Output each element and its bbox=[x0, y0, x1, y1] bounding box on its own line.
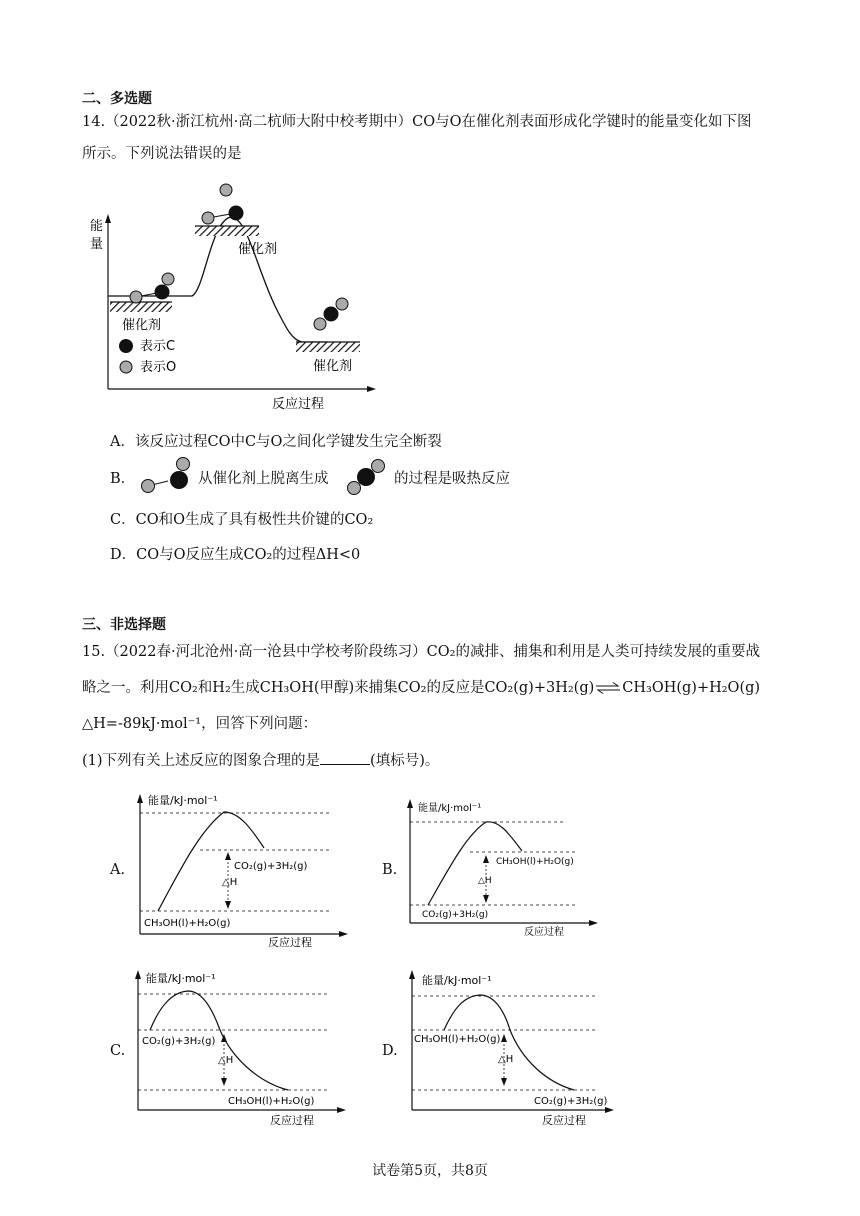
carbon-atom bbox=[324, 307, 339, 322]
co2-on-catalyst-icon bbox=[138, 456, 198, 496]
y-axis-label: 量 bbox=[90, 237, 104, 252]
legend-label: 表示O bbox=[140, 360, 177, 375]
graph-option-label: D. bbox=[382, 1043, 398, 1059]
option-b-mid: 从催化剂上脱离生成 bbox=[198, 471, 329, 487]
oxygen-atom bbox=[220, 184, 232, 196]
section-title: 二、多选题 bbox=[82, 91, 152, 107]
option-c: C．CO和O生成了具有极性共价键的CO₂ bbox=[110, 512, 374, 528]
question-15-text-2: 略之一。利用CO₂和H₂生成CH₃OH(甲醇)来捕集CO₂的反应是CO₂(g)+3H₂(g) CH₃OH(g)+H₂O(g) bbox=[82, 680, 761, 696]
legend-carbon-icon bbox=[119, 339, 133, 353]
section-title: 三、非选择题 bbox=[82, 617, 166, 633]
graph-c bbox=[128, 966, 358, 1131]
legend-label: 表示C bbox=[140, 339, 176, 354]
option-a: A．该反应过程CO中C与O之间化学键发生完全断裂 bbox=[110, 434, 442, 450]
question-14-text: 14.（2022秋·浙江杭州·高二杭师大附中校考期中）CO与O在催化剂表面形成化学键时的能量变化如下图 bbox=[82, 114, 752, 130]
catalyst-surface bbox=[195, 226, 259, 236]
svg-text:CO₂(g)+3H₂(g): CO₂(g)+3H₂(g) bbox=[534, 1096, 608, 1107]
graph-option-label: C. bbox=[110, 1043, 126, 1059]
catalyst-label: 催化剂 bbox=[313, 359, 353, 374]
svg-text:反应过程: 反应过程 bbox=[268, 936, 312, 949]
equilibrium-arrow-icon bbox=[594, 682, 622, 694]
answer-blank bbox=[320, 750, 370, 765]
carbon-atom bbox=[229, 206, 244, 221]
legend-oxygen-icon bbox=[120, 361, 132, 373]
svg-text:能量/kJ·mol⁻¹: 能量/kJ·mol⁻¹ bbox=[146, 972, 216, 985]
svg-text:△H: △H bbox=[218, 1055, 234, 1066]
svg-text:反应过程: 反应过程 bbox=[542, 1114, 586, 1127]
catalyst-surface bbox=[110, 302, 172, 312]
graph-option-label: A. bbox=[110, 862, 126, 878]
option-b-end: 的过程是吸热反应 bbox=[394, 471, 510, 487]
svg-text:△H: △H bbox=[498, 1054, 514, 1065]
svg-text:CH₃OH(l)+H₂O(g): CH₃OH(l)+H₂O(g) bbox=[144, 918, 231, 929]
svg-text:CH₃OH(l)+H₂O(g): CH₃OH(l)+H₂O(g) bbox=[228, 1096, 315, 1107]
oxygen-atom bbox=[336, 298, 348, 310]
question-15-text: 15.（2022春·河北沧州·高一沧县中学校考阶段练习）CO₂的减排、捕集和利用是人类可持续发展的重要战 bbox=[82, 644, 760, 660]
graph-d bbox=[402, 966, 624, 1131]
svg-text:能量/kJ·mol⁻¹: 能量/kJ·mol⁻¹ bbox=[418, 803, 482, 814]
graph-option-label: B. bbox=[382, 862, 398, 878]
svg-text:CO₂(g)+3H₂(g): CO₂(g)+3H₂(g) bbox=[422, 910, 489, 920]
page-footer: 试卷第5页，共8页 bbox=[372, 1163, 488, 1179]
co2-molecule-icon bbox=[342, 458, 392, 498]
question-15-text-3: △H=-89kJ·mol⁻¹，回答下列问题： bbox=[82, 716, 318, 732]
question-15-sub-1: (1)下列有关上述反应的图象合理的是 (填标号)。 bbox=[82, 750, 439, 771]
option-d: D．CO与O反应生成CO₂的过程ΔH<0 bbox=[110, 547, 361, 563]
option-b-prefix: B． bbox=[110, 471, 136, 487]
oxygen-atom bbox=[202, 212, 214, 224]
energy-diagram-figure bbox=[80, 178, 380, 418]
oxygen-atom bbox=[162, 273, 174, 285]
svg-text:△H: △H bbox=[478, 876, 492, 886]
svg-text:能量/kJ·mol⁻¹: 能量/kJ·mol⁻¹ bbox=[422, 974, 492, 987]
carbon-atom bbox=[155, 285, 170, 300]
question-14-text-2: 所示。下列说法错误的是 bbox=[82, 146, 242, 162]
svg-text:△H: △H bbox=[222, 877, 238, 888]
catalyst-label: 催化剂 bbox=[238, 242, 278, 257]
y-axis-label: 能 bbox=[90, 219, 104, 234]
oxygen-atom bbox=[314, 318, 326, 330]
catalyst-surface bbox=[296, 342, 360, 352]
x-axis-label: 反应过程 bbox=[272, 397, 325, 412]
graph-a bbox=[130, 790, 360, 950]
oxygen-atom bbox=[130, 291, 142, 303]
svg-text:反应过程: 反应过程 bbox=[524, 927, 564, 938]
svg-text:能量/kJ·mol⁻¹: 能量/kJ·mol⁻¹ bbox=[148, 794, 218, 807]
catalyst-label: 催化剂 bbox=[122, 318, 162, 333]
svg-text:CO₂(g)+3H₂(g): CO₂(g)+3H₂(g) bbox=[142, 1036, 216, 1047]
svg-text:CO₂(g)+3H₂(g): CO₂(g)+3H₂(g) bbox=[234, 861, 308, 872]
svg-text:CH₃OH(l)+H₂O(g): CH₃OH(l)+H₂O(g) bbox=[414, 1034, 501, 1045]
svg-text:CH₃OH(l)+H₂O(g): CH₃OH(l)+H₂O(g) bbox=[496, 857, 574, 867]
svg-text:反应过程: 反应过程 bbox=[270, 1114, 314, 1127]
graph-b bbox=[400, 795, 600, 940]
